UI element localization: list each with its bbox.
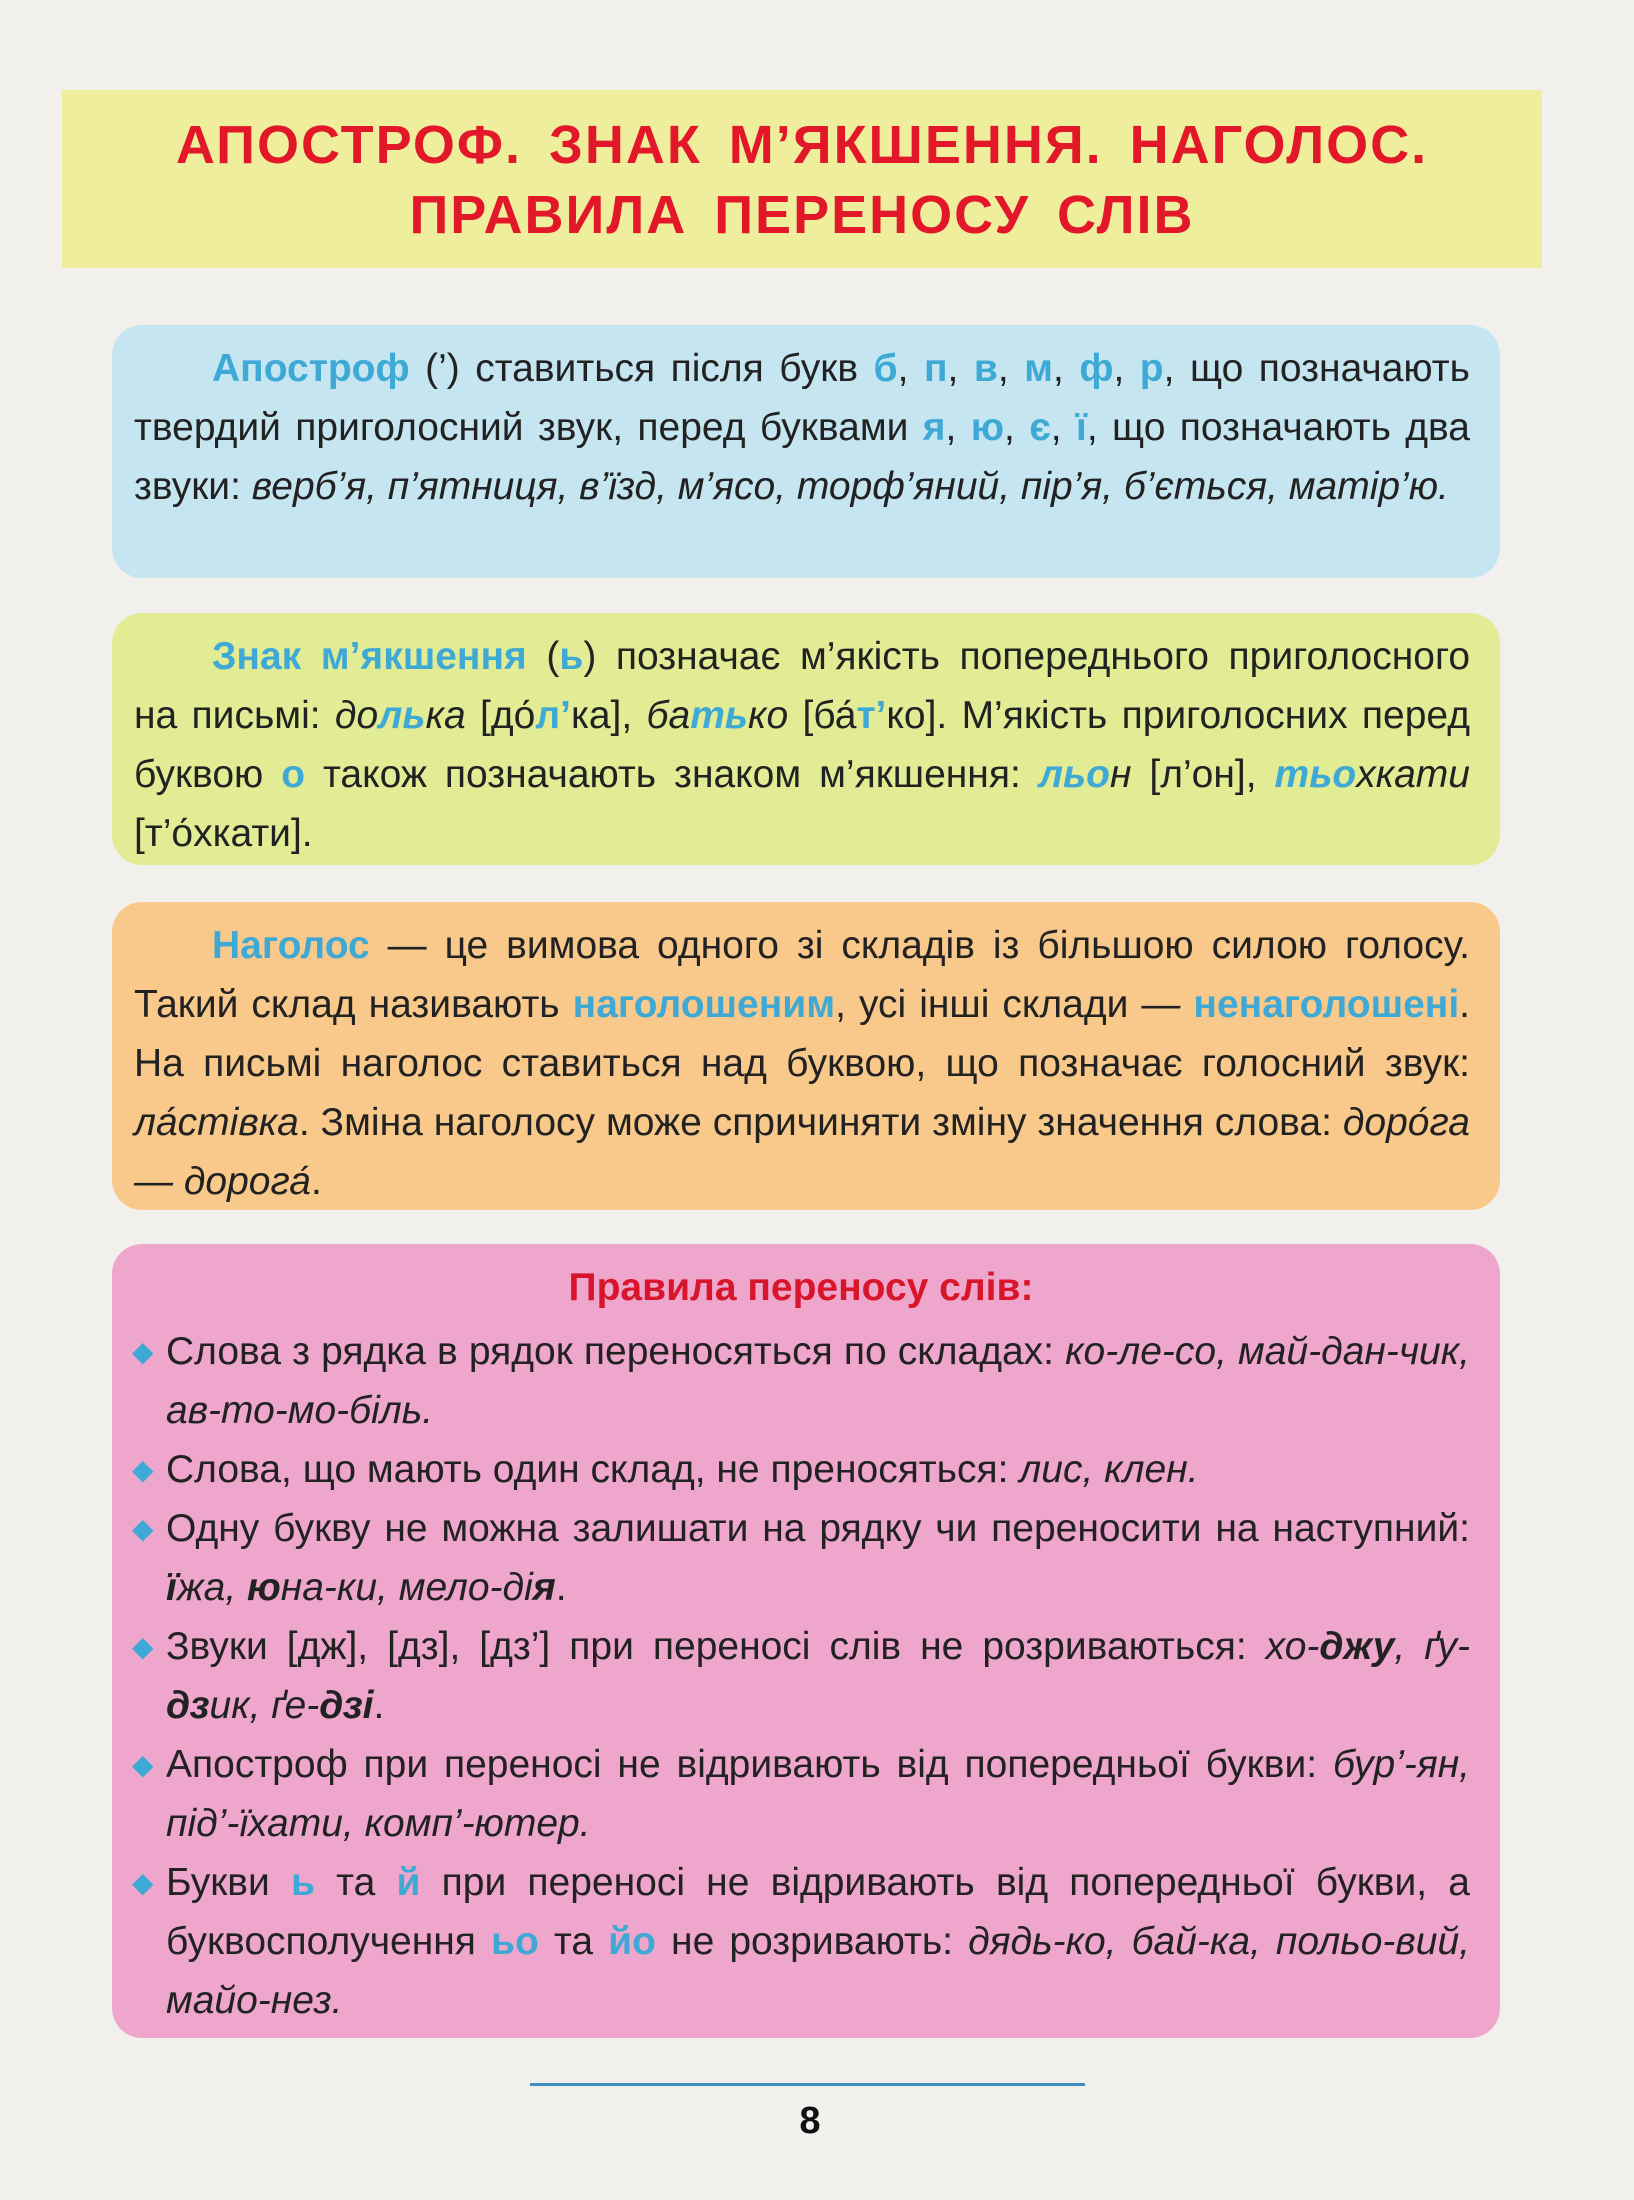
diamond-bullet-icon: ◆ [132, 1867, 154, 1898]
letter-yi: ї [1075, 406, 1087, 449]
title-line-2: ПРАВИЛА ПЕРЕНОСУ СЛІВ [409, 185, 1195, 245]
stress-paragraph: Наголос — це вимова одного зі складів із більшою силою голосу. Такий склад називають наголошеним, усі інші склади — ненаголошені. На письмі наголос ставиться над буквою, що позначає голосний звук: ла́стівка. Зміна наголосу може спричиняти зміну значення слова: доро́га — дорога́. [134, 924, 1470, 1203]
rule-item: ◆ Слова з рядка в рядок переносяться по складах: ко-ле-со, май-дан-чик, ав-то-мо-біль. [132, 1322, 1470, 1440]
diamond-bullet-icon: ◆ [132, 1454, 154, 1485]
soft-sign-paragraph: Знак м’якшення (ь) позначає м’якість попереднього приголосного на письмі: долька [до́л’ка], батько [ба́т’ко]. М’якість приголосних перед буквою о також позначають знаком м’якшення: льон [л’он], тьохкати [т’о́хкати]. [134, 635, 1471, 855]
letter-o: о [281, 753, 306, 796]
footer-divider [530, 2083, 1085, 2086]
stress-term: Наголос [212, 924, 370, 967]
rules-list [132, 1322, 1470, 2030]
letter-f: ф [1079, 347, 1114, 390]
soft-sign-letter: ь [559, 635, 584, 678]
diamond-bullet-icon: ◆ [132, 1513, 154, 1544]
unstressed-term: ненаголошені [1193, 983, 1460, 1026]
letter-p: п [923, 347, 948, 390]
apostrophe-term: Апостроф [212, 347, 410, 390]
letter-ye: є [1029, 406, 1051, 449]
apostrophe-paragraph: Апостроф (’) ставиться після букв б, п, в, м, ф, р, що позначають твердий приголосний звук, перед буквами я, ю, є, ї, що позначають два звуки: верб’я, п’ятниця, в’їзд, м’ясо, торф’яний, пір’я, б’ється, матір’ю. [134, 347, 1470, 508]
rules-heading: Правила переносу слів: [568, 1266, 1034, 1309]
stressed-term: наголошеним [572, 983, 836, 1026]
soft-sign-card [112, 613, 1500, 865]
rule-item: ◆ Апостроф при переносі не відривають від попередньої букви: бур’-ян, під’-їхати, комп’-ютер. [132, 1735, 1470, 1853]
hyphenation-rules-card [112, 1244, 1500, 2038]
diamond-bullet-icon: ◆ [132, 1631, 154, 1662]
soft-sign-term: Знак м’якшення [212, 635, 527, 678]
diamond-bullet-icon: ◆ [132, 1749, 154, 1780]
rule-item: ◆ Слова, що мають один склад, не преносяться: лис, клен. [132, 1440, 1470, 1499]
page-number: 8 [799, 2100, 821, 2142]
letter-m: м [1024, 347, 1054, 390]
title-line-1: АПОСТРОФ. ЗНАК М’ЯКШЕННЯ. НАГОЛОС. [175, 115, 1429, 175]
letter-b: б [873, 347, 898, 390]
stress-card [112, 902, 1500, 1210]
title-banner [62, 90, 1542, 268]
rule-item: ◆ Звуки [дж], [дз], [дз’] при переносі слів не розриваються: хо-джу, ґу-дзик, ґе-дзі. [132, 1617, 1470, 1735]
letter-r: р [1139, 347, 1164, 390]
apostrophe-card [112, 325, 1500, 578]
rule-item: ◆ Одну букву не можна залишати на рядку чи переносити на наступний: їжа, юна-ки, мело-дія. [132, 1499, 1470, 1617]
letter-yu: ю [970, 406, 1005, 449]
apostrophe-examples: верб’я, п’ятниця, в’їзд, м’ясо, торф’яний, пір’я, б’ється, матір’ю. [251, 465, 1449, 508]
letter-v: в [973, 347, 998, 390]
letter-ya: я [922, 406, 946, 449]
rule-item: ◆ Букви ь та й при переносі не відривають від попередньої букви, а буквосполучення ьо та йо не розривають: дядь-ко, бай-ка, польо-вий, майо-нез. [132, 1853, 1470, 2030]
diamond-bullet-icon: ◆ [132, 1336, 154, 1367]
